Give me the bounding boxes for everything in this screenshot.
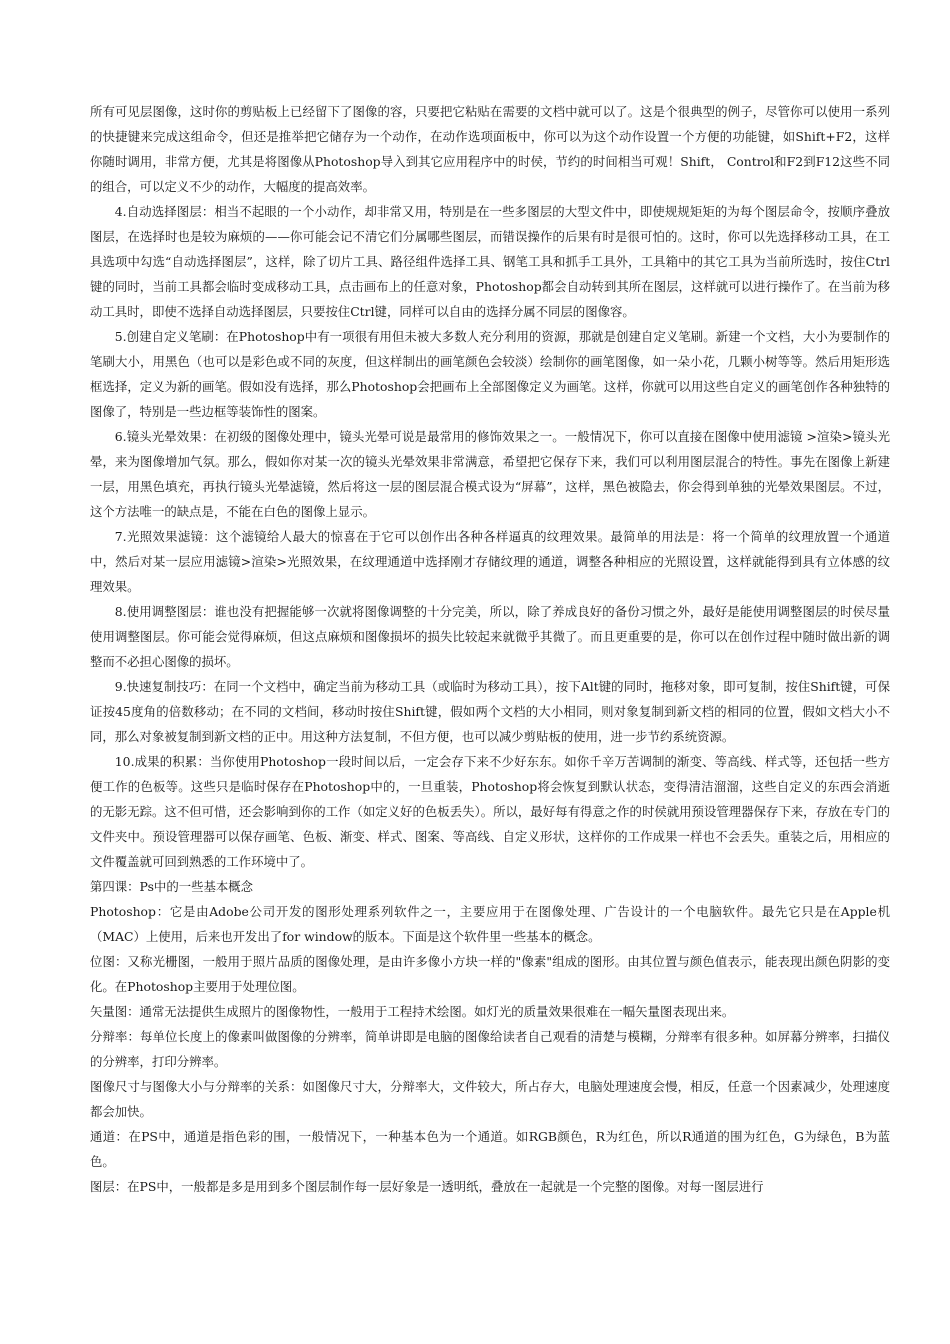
paragraph-resolution-definition: 分辩率：每单位长度上的像素叫做图像的分辨率，简单讲即是电脑的图像给读者自己观看的清楚与模糊，分辩率有很多种。如屏幕分辨率，扫描仪的分辨率，打印分辨率。 <box>90 1029 890 1069</box>
paragraph-quick-copy: 9.快速复制技巧：在同一个文档中，确定当前为移动工具（或临时为移动工具），按下Alt键的同时，拖移对象，即可复制，按住Shift键，可保证按45度角的倍数移动；在不同的文档间，移动时按住Shift键，假如两个文档的大小相同，则对象复制到新文档的相同的位置，假如文档大小不同，那么对象被复制到新文档的正中。用这种方法复制，不但方便，也可以减少剪贴板的使用，进一步节约系统资源。 <box>90 679 890 744</box>
paragraph-size-resolution-relation: 图像尺寸与图像大小与分辩率的关系：如图像尺寸大，分辩率大，文件较大，所占存大，电脑处理速度会慢，相反，任意一个因素减少，处理速度都会加快。 <box>90 1079 890 1119</box>
paragraph-custom-brush: 5.创建自定义笔刷：在Photoshop中有一项很有用但未被大多数人充分利用的资源，那就是创建自定义笔刷。新建一个文档，大小为要制作的笔刷大小，用黑色（也可以是彩色或不同的灰度，但这样制出的画笔颜色会较淡）绘制你的画笔图像，如一朵小花，几颗小树等等。然后用矩形选框选择，定义为新的画笔。假如没有选择，那么Photoshop会把画布上全部图像定义为画笔。这样，你就可以用这些自定义的画笔创作各种独特的图像了，特别是一些边框等装饰性的图案。 <box>90 329 890 419</box>
paragraph-adjustment-layers: 8.使用调整图层：谁也没有把握能够一次就将图像调整的十分完美，所以，除了养成良好的备份习惯之外，最好是能使用调整图层的时侯尽量使用调整图层。你可能会觉得麻烦，但这点麻烦和图像损坏的损失比较起来就微乎其微了。而且更重要的是，你可以在创作过程中随时做出新的调整而不必担心图像的损坏。 <box>90 604 890 669</box>
paragraph-layer-definition: 图层：在PS中，一般都是多是用到多个图层制作每一层好象是一透明纸，叠放在一起就是一个完整的图像。对每一图层进行 <box>90 1179 764 1194</box>
paragraph-accumulate-results: 10.成果的积累：当你使用Photoshop一段时间以后，一定会存下来不少好东东。如你千辛万苦调制的渐变、等高线、样式等，还包括一些方便工作的色板等。这些只是临时保存在Photoshop中的，一旦重装，Photoshop将会恢复到默认状态，变得清洁溜溜，这些自定义的东西会消逝的无影无踪。这不但可惜，还会影响到你的工作（如定义好的色板丢失）。所以，最好每有得意之作的时侯就用预设管理器保存下来，存放在专门的文件夹中。预设管理器可以保存画笔、色板、渐变、样式、图案、等高线、自定义形状，这样你的工作成果一样也不会丢失。重装之后，用相应的文件覆盖就可回到熟悉的工作环境中了。 <box>90 754 890 869</box>
paragraph-bitmap-definition: 位图：又称光栅图，一般用于照片品质的图像处理，是由许多像小方块一样的"像素"组成的图形。由其位置与颜色值表示，能表现出颜色阴影的变化。在Photoshop主要用于处理位图。 <box>90 954 890 994</box>
paragraph-auto-select-layer: 4.自动选择图层：相当不起眼的一个小动作，却非常又用，特别是在一些多图层的大型文件中，即使规规矩矩的为每个图层命令，按顺序叠放图层，在选择时也是较为麻烦的——你可能会记不清它们分属哪些图层，而错误操作的后果有时是很可怕的。这时，你可以先选择移动工具，在工具选项中勾选“自动选择图层”，这样，除了切片工具、路径组件选择工具、钢笔工具和抓手工具外，工具箱中的其它工具为当前所选时，按住Ctrl键的同时，当前工具都会临时变成移动工具，点击画布上的任意对象，Photoshop都会自动转到其所在图层，这样就可以进行操作了。在当前为移动工具时，即使不选择自动选择图层，只要按住Ctrl键，同样可以自由的选择分属不同层的图像容。 <box>90 204 890 319</box>
paragraph-lens-flare: 6.镜头光晕效果：在初级的图像处理中，镜头光晕可说是最常用的修饰效果之一。一般情况下，你可以直接在图像中使用滤镜 >渲染>镜头光晕，来为图像增加气氛。那么，假如你对某一次的镜头光晕效果非常满意，希望把它保存下来，我们可以利用图层混合的特性。事先在图像上新建一层，用黑色填充，再执行镜头光晕滤镜，然后将这一层的图层混合模式设为“屏幕”，这样，黑色被隐去，你会得到单独的光晕效果图层。不过，这个方法唯一的缺点是，不能在白色的图像上显示。 <box>90 429 890 519</box>
paragraph-photoshop-definition: Photoshop：它是由Adobe公司开发的图形处理系列软件之一，主要应用于在图像处理、广告设计的一个电脑软件。最先它只是在Apple机（MAC）上使用，后来也开发出了for window的版本。下面是这个软件里一些基本的概念。 <box>90 904 890 944</box>
paragraph-lighting-effects: 7.光照效果滤镜：这个滤镜给人最大的惊喜在于它可以创作出各种各样逼真的纹理效果。最简单的用法是：将一个简单的纹理放置一个通道中，然后对某一层应用滤镜>渲染>光照效果，在纹理通道中选择刚才存储纹理的通道，调整各种相应的光照设置，这样就能得到具有立体感的纹理效果。 <box>90 529 890 594</box>
lesson-heading: 第四课：Ps中的一些基本概念 <box>90 879 254 894</box>
paragraph-actions-shortcut: 所有可见层图像，这时你的剪贴板上已经留下了图像的容，只要把它粘贴在需要的文档中就可以了。这是个很典型的例子，尽管你可以使用一系列的快捷键来完成这组命令，但还是推举把它储存为一个动作，在动作选项面板中，你可以为这个动作设置一个方便的功能键，如Shift+F2，这样你随时调用，非常方便，尤其是将图像从Photoshop导入到其它应用程序中的时侯，节约的时间相当可观！Shift， Control和F2到F12这些不同的组合，可以定义不少的动作，大幅度的提高效率。 <box>90 104 890 194</box>
paragraph-channel-definition: 通道：在PS中，通道是指色彩的围，一般情况下，一种基本色为一个通道。如RGB颜色，R为红色，所以R通道的围为红色，G为绿色，B为蓝色。 <box>90 1129 890 1169</box>
paragraph-vector-definition: 矢量图：通常无法提供生成照片的图像物性，一般用于工程持术绘图。如灯光的质量效果很难在一幅矢量图表现出来。 <box>90 1004 735 1019</box>
